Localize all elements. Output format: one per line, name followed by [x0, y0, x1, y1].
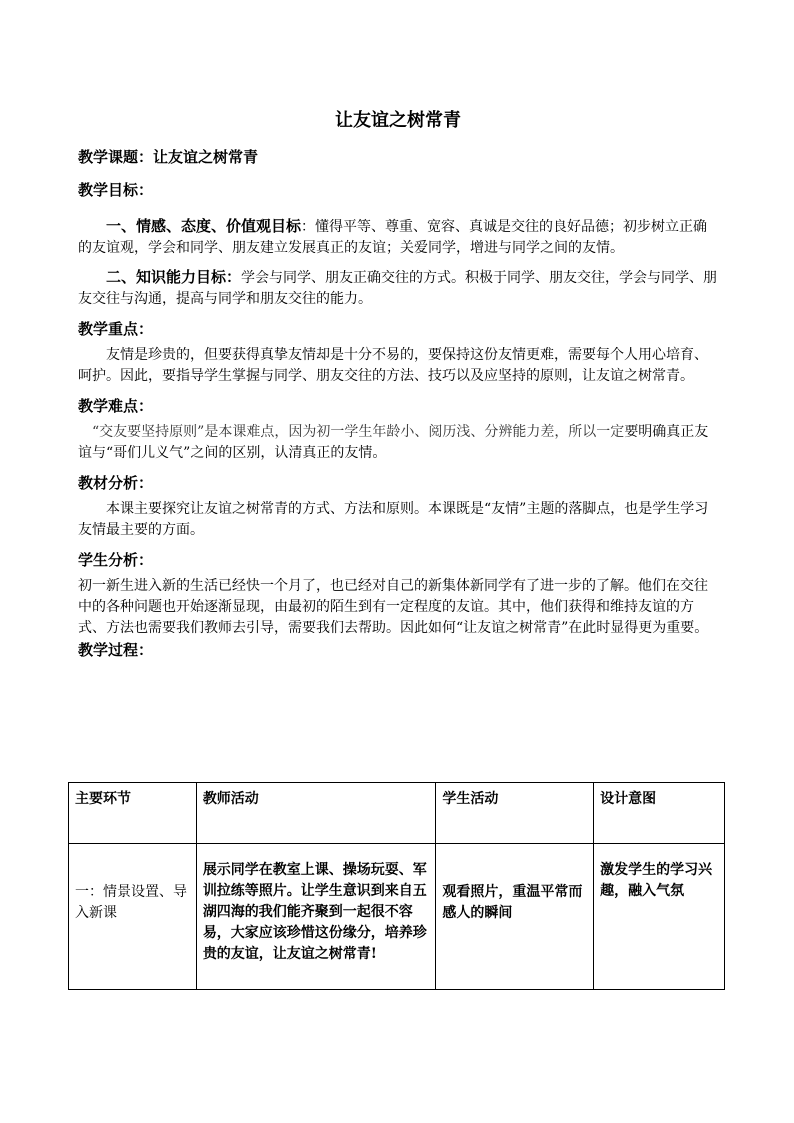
goal-2-text: 学会与同学、朋友正确交往的方式。积极于同学、朋友交往，学会与同学、朋友交往与沟通，提高与同学和朋友交往的能力。 — [78, 270, 718, 307]
material-text: 本课主要探究让友谊之树常青的方式、方法和原则。本课既是“友情”主题的落脚点，也是学生学习友情最主要的方面。 — [78, 501, 709, 538]
header-cell-stage: 主要环节 — [69, 783, 197, 844]
topic-label: 教学课题： — [78, 148, 154, 166]
row-1-intent: 激发学生的学习兴趣，融入气氛 — [594, 844, 725, 990]
goal-2-label: 二、知识能力目标： — [106, 268, 242, 286]
document-title: 让友谊之树常青 — [335, 110, 461, 131]
table-row — [69, 844, 725, 990]
topic-line — [78, 146, 718, 167]
key-heading: 教学重点： — [78, 320, 154, 338]
difficult-paragraph — [78, 422, 718, 464]
goal-1-paragraph — [78, 216, 718, 259]
document-page — [78, 100, 718, 660]
student-heading: 学生分析： — [78, 551, 154, 569]
process-heading: 教学过程： — [78, 641, 154, 659]
difficult-heading: 教学难点： — [78, 397, 154, 415]
goal-2-paragraph — [78, 267, 718, 310]
header-cell-teacher: 教师活动 — [196, 783, 436, 844]
row-1-teacher: 展示同学在教室上课、操场玩耍、军训拉练等照片。让学生意识到来自五湖四海的我们能齐聚到一起很不容易，大家应该珍惜这份缘分，培养珍贵的友谊，让友谊之树常青! — [196, 844, 436, 990]
goals-heading: 教学目标： — [78, 181, 154, 199]
material-heading: 教材分析： — [78, 474, 154, 492]
row-1-student: 观看照片，重温平常而感人的瞬间 — [436, 844, 594, 990]
row-1-stage: 一：情景设置、导入新课 — [69, 844, 197, 990]
header-cell-intent: 设计意图 — [594, 783, 725, 844]
goal-1-text: ：懂得平等、尊重、宽容、真诚是交往的良好品德；初步树立正确的友谊观，学会和同学、朋友建立发展真正的友谊；关爱同学，增进与同学之间的友情。 — [78, 219, 708, 256]
header-cell-student: 学生活动 — [436, 783, 594, 844]
difficult-text-quote: “交友要坚持原则”是本课难点，因为初一学生年龄小、阅历浅、分辨能力差，所以一定 — [92, 424, 625, 440]
student-text: 初一新生进入新的生活已经快一个月了，也已经对自己的新集体新同学有了进一步的了解。他们在交往中的各种问题也开始逐渐显现，由最初的陌生到有一定程度的友谊。其中，他们获得和维持友谊的方式、方法也需要我们教师去引导，需要我们去帮助。因此如何“让友谊之树常青”在此时显得更为重要。 — [78, 578, 709, 636]
goal-1-label: 一、情感、态度、价值观目标 — [106, 217, 302, 235]
difficult-text-rest: 要明确真正友谊与“哥们儿义气”之间的区别，认清真正的友情。 — [78, 424, 709, 461]
process-table — [68, 782, 725, 990]
key-text: 友情是珍贵的，但要获得真挚友情却是十分不易的，要保持这份友情更难，需要每个人用心培育、呵护。因此，要指导学生掌握与同学、朋友交往的方法、技巧以及应坚持的原则，让友谊之树常青。 — [78, 347, 708, 384]
table-header-row — [69, 783, 725, 844]
topic-value: 让友谊之树常青 — [153, 148, 259, 166]
